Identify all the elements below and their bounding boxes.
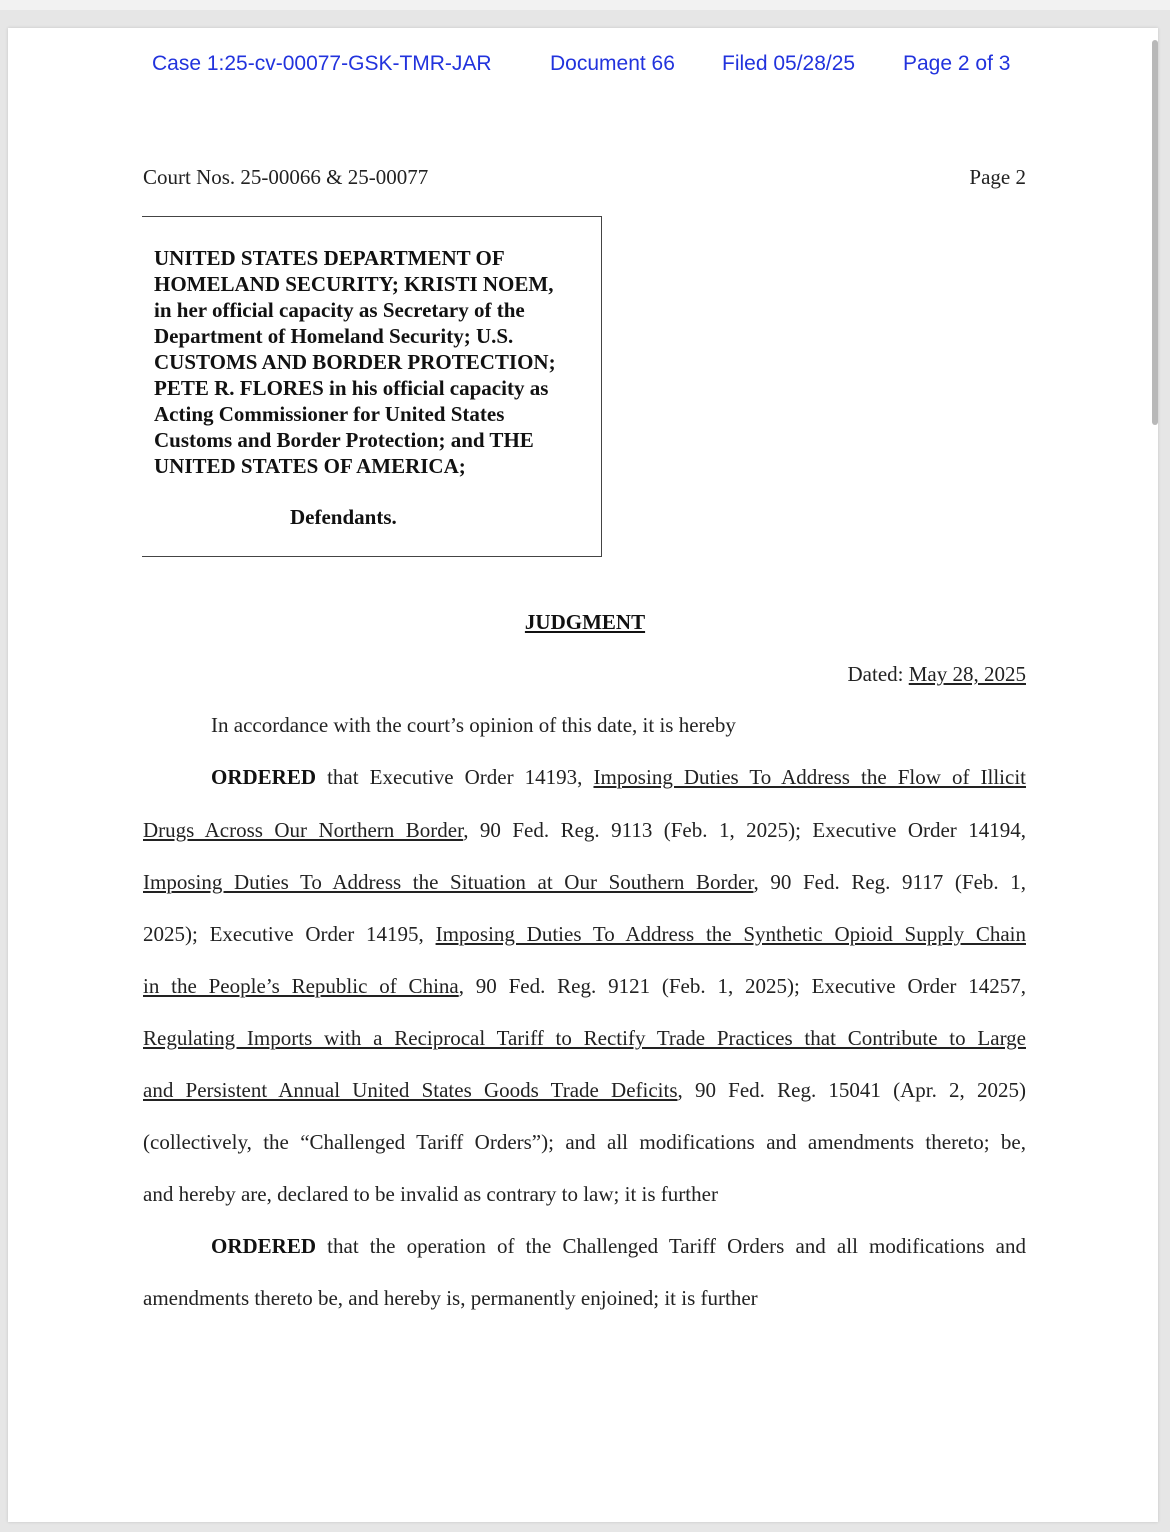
caption-line: PETE R. FLORES in his official capacity as	[154, 376, 549, 400]
case-number-stamp: Case 1:25-cv-00077-GSK-TMR-JAR	[152, 52, 492, 75]
body-text: that Executive Order 14193,	[316, 765, 594, 789]
eo-title-text: Drugs Across Our Northern Border	[143, 818, 464, 842]
judgment-title-text: JUDGMENT	[524, 610, 646, 634]
eo-title-text: and Persistent Annual United States Goods Trade Deficits	[143, 1078, 678, 1102]
dated-date: May 28, 2025	[908, 662, 1026, 686]
order1-line5	[143, 974, 1026, 999]
scrollbar-thumb[interactable]	[1152, 40, 1158, 425]
eo-title-text: Imposing Duties To Address the Situation at Our Southern Border	[143, 870, 754, 894]
eo-title-text: Regulating Imports with a Reciprocal Tariff to Rectify Trade Practices that Contribute to Large	[143, 1026, 1026, 1050]
order1-line7	[143, 1078, 1026, 1103]
body-text: , 90 Fed. Reg. 9113 (Feb. 1, 2025); Executive Order 14194,	[463, 818, 1026, 842]
page-of-stamp: Page 2 of 3	[903, 52, 1011, 75]
caption-line: Customs and Border Protection; and THE	[154, 428, 534, 452]
dated-line	[848, 662, 1026, 687]
caption-line: Department of Homeland Security; U.S.	[154, 324, 514, 348]
defendants-label: Defendants.	[290, 505, 397, 529]
body-text: , 90 Fed. Reg. 9117 (Feb. 1,	[753, 870, 1027, 894]
page-label: Page 2	[969, 165, 1026, 189]
body-text: that the operation of the Challenged Tariff Orders and all modifications and	[316, 1234, 1026, 1258]
ordered-label: ORDERED	[211, 765, 317, 789]
caption-parties	[154, 245, 594, 479]
filed-date-stamp: Filed 05/28/25	[722, 52, 856, 75]
order1-line9: and hereby are, declared to be invalid as contrary to law; it is further	[143, 1182, 718, 1206]
body-text: , 90 Fed. Reg. 9121 (Feb. 1, 2025); Executive Order 14257,	[458, 974, 1026, 998]
eo-title-text: Imposing Duties To Address the Synthetic Opioid Supply Chain	[435, 922, 1026, 946]
ordered-label: ORDERED	[211, 1234, 317, 1258]
document-number-stamp: Document 66	[550, 52, 675, 75]
order1-line1	[211, 765, 1026, 790]
caption-line: HOMELAND SECURITY; KRISTI NOEM,	[154, 272, 554, 296]
body-text: 2025); Executive Order 14195,	[143, 922, 436, 946]
order1-line3	[143, 870, 1026, 895]
caption-line: UNITED STATES OF AMERICA;	[154, 454, 466, 478]
body-text: , 90 Fed. Reg. 15041 (Apr. 2, 2025)	[677, 1078, 1026, 1102]
caption-line: Acting Commissioner for United States	[154, 402, 505, 426]
order1-line4	[143, 922, 1026, 947]
viewer-top-bar	[0, 0, 1170, 10]
eo-title-text: in the People’s Republic of China	[143, 974, 459, 998]
court-numbers: Court Nos. 25-00066 & 25-00077	[143, 165, 429, 189]
order2-line2: amendments thereto be, and hereby is, permanently enjoined; it is further	[143, 1286, 758, 1310]
dated-label: Dated:	[847, 662, 904, 686]
judgment-title	[0, 610, 1170, 635]
order1-line6	[143, 1026, 1026, 1051]
eo-title-text: Imposing Duties To Address the Flow of Illicit	[593, 765, 1027, 789]
caption-line: in her official capacity as Secretary of the	[154, 298, 525, 322]
caption-line: UNITED STATES DEPARTMENT OF	[154, 246, 505, 270]
order1-line2	[143, 818, 1026, 843]
order2-line1	[211, 1234, 1026, 1259]
intro-line: In accordance with the court’s opinion of this date, it is hereby	[211, 713, 736, 737]
order1-line8: (collectively, the “Challenged Tariff Orders”); and all modifications and amendments thereto; be,	[143, 1130, 1026, 1154]
caption-line: CUSTOMS AND BORDER PROTECTION;	[154, 350, 556, 374]
